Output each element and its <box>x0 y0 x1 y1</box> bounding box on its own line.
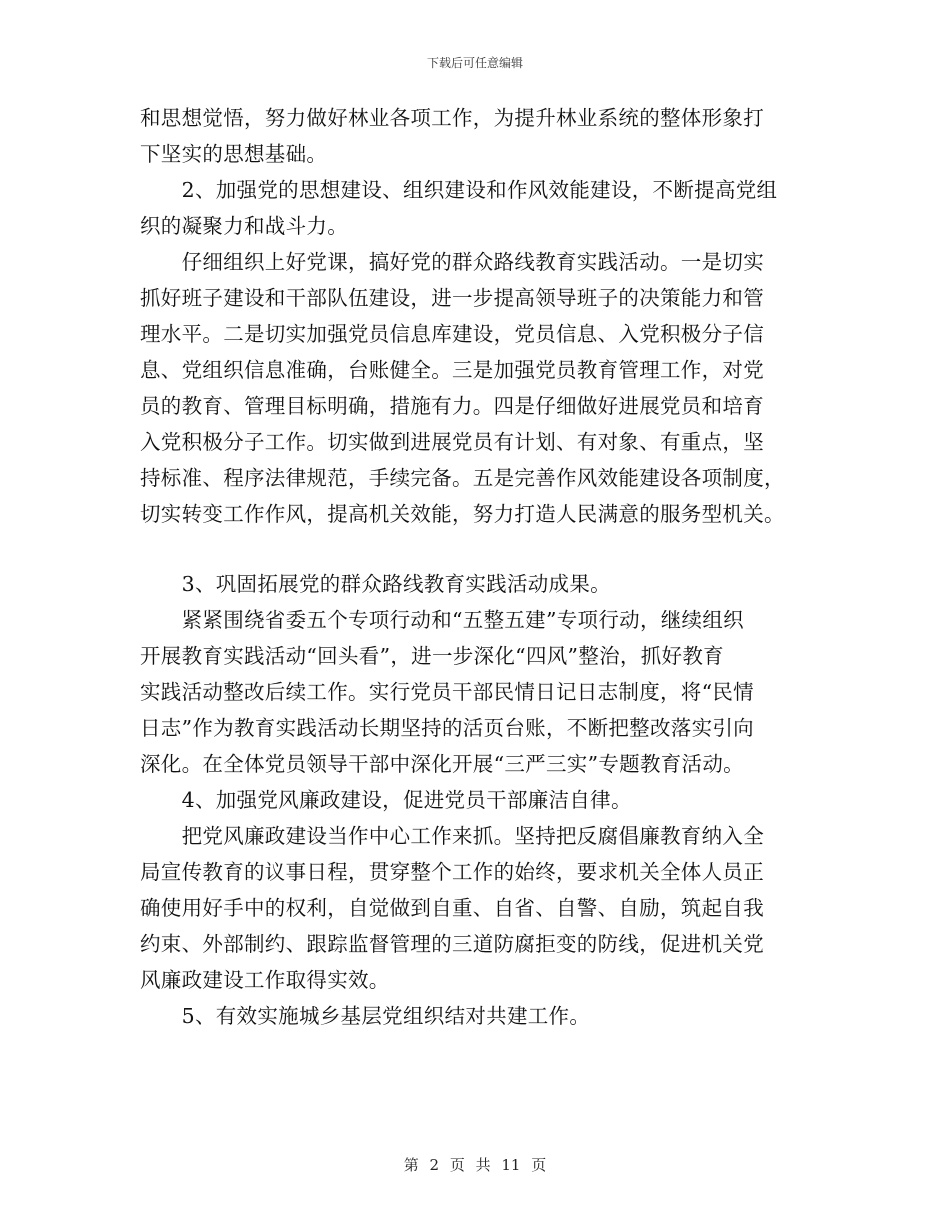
text-line: 下坚实的思想基础。 <box>140 142 328 166</box>
section-heading-4: 4、加强党风廉政建设，促进党员干部廉洁自律。 <box>140 788 632 812</box>
text-line: 切实转变工作作风，提高机关效能，努力打造人民满意的服务型机关。 <box>140 502 785 526</box>
text-line: 确使用好手中的权利，自觉做到自重、自省、自警、自励，筑起自我 <box>140 896 764 920</box>
paragraph-start: 把党风廉政建设当作中心工作来抓。坚持把反腐倡廉教育纳入全 <box>140 824 764 848</box>
text-line: 入党积极分子工作。切实做到进展党员有计划、有对象、有重点，坚 <box>140 430 764 454</box>
text-line: 实践活动整改后续工作。实行党员干部民情日记日志制度，将“民情 <box>140 680 754 704</box>
paragraph-start: 仔细组织上好党课，搞好党的群众路线教育实践活动。一是切实 <box>140 250 764 274</box>
section-heading-5: 5、有效实施城乡基层党组织结对共建工作。 <box>140 1004 591 1028</box>
document-body <box>140 100 812 1034</box>
text-line: 深化。在全体党员领导干部中深化开展“三严三实”专题教育活动。 <box>140 752 744 776</box>
text-line: 风廉政建设工作取得实效。 <box>140 968 390 992</box>
text-line: 约束、外部制约、跟踪监督管理的三道防腐拒变的防线，促进机关党 <box>140 932 764 956</box>
paragraph-start: 紧紧围绕省委五个专项行动和“五整五建”专项行动，继续组织 <box>140 608 744 632</box>
text-line: 抓好班子建设和干部队伍建设，进一步提高领导班子的决策能力和管 <box>140 286 764 310</box>
text-line: 开展教育实践活动“回头看”，进一步深化“四风”整治，抓好教育 <box>140 644 724 668</box>
text-line: 织的凝聚力和战斗力。 <box>140 214 348 238</box>
text-line: 和思想觉悟，努力做好林业各项工作，为提升林业系统的整体形象打 <box>140 106 764 130</box>
text-line: 息、党组织信息准确，台账健全。三是加强党员教育管理工作，对党 <box>140 358 764 382</box>
text-line: 局宣传教育的议事日程，贯穿整个工作的始终，要求机关全体人员正 <box>140 860 764 884</box>
text-line: 理水平。二是切实加强党员信息库建设，党员信息、入党积极分子信 <box>140 322 764 346</box>
section-heading-3: 3、巩固拓展党的群众路线教育实践活动成果。 <box>140 572 611 596</box>
text-line: 员的教育、管理目标明确，措施有力。四是仔细做好进展党员和培育 <box>140 394 764 418</box>
section-heading-2: 2、加强党的思想建设、组织建设和作风效能建设，不断提高党组 <box>140 178 778 202</box>
text-line: 日志”作为教育实践活动长期坚持的活页台账，不断把整改落实引向 <box>140 716 754 740</box>
page-header-note: 下载后可任意编辑 <box>426 56 523 70</box>
text-line: 持标准、程序法律规范，手续完备。五是完善作风效能建设各项制度， <box>140 466 785 490</box>
paragraph-gap <box>140 532 812 566</box>
page-number-footer: 第 2 页 共 11 页 <box>403 1156 547 1174</box>
